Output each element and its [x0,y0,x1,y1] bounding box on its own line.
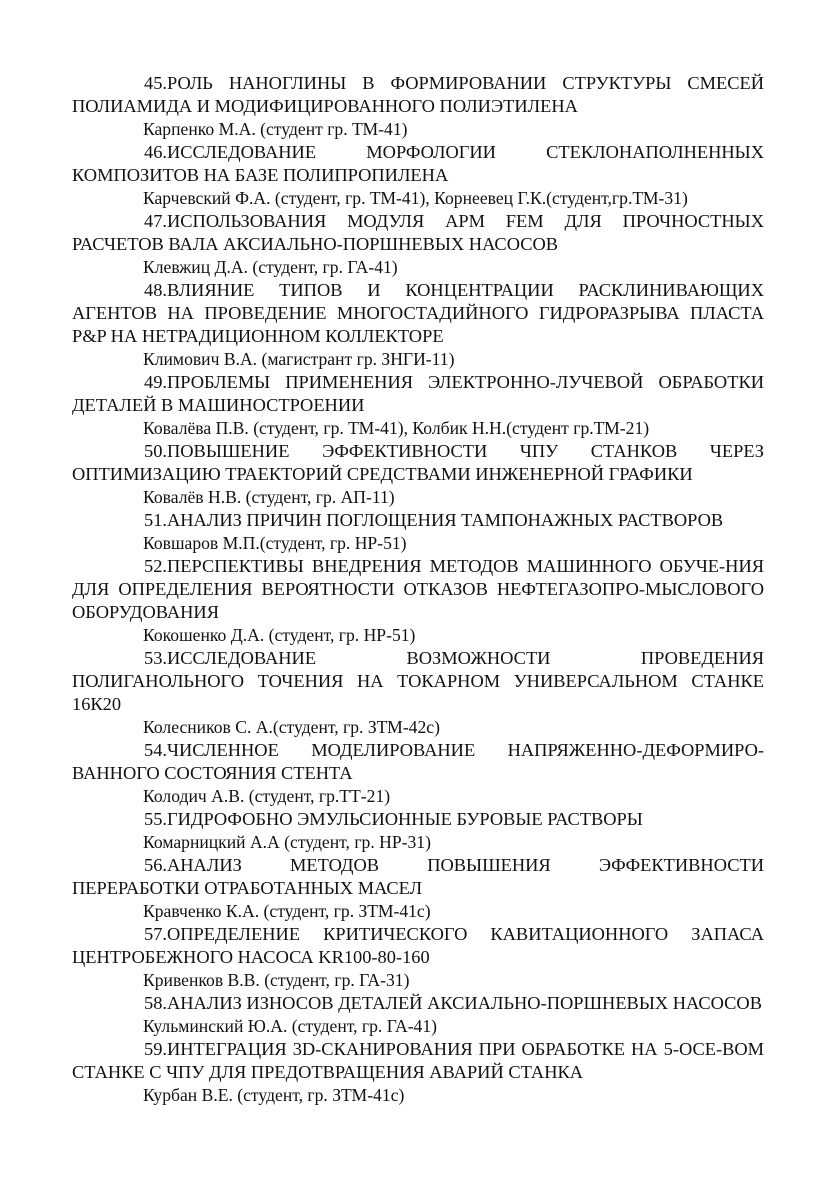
entry-authors: Кульминский Ю.А. (студент, гр. ГА-41) [143,1016,438,1036]
entry-authors: Колодич А.В. (студент, гр.ТТ-21) [143,786,391,806]
entry-authors: Ковалёв Н.В. (студент, гр. АП-11) [143,487,395,507]
entry-number: 50. [144,441,167,461]
entry-authors: Клевжиц Д.А. (студент, гр. ГА-41) [143,257,398,277]
entry-title [72,854,764,900]
entry-authors: Карпенко М.А. (студент гр. ТМ-41) [143,119,408,139]
entry-authors: Кравченко К.А. (студент, гр. ЗТМ-41с) [143,901,431,921]
entry-title-text: ГИДРОФОБНО ЭМУЛЬСИОННЫЕ БУРОВЫЕ РАСТВОРЫ [167,809,643,829]
entry-number: 54. [144,740,167,760]
list-item [72,72,764,141]
document-page [72,72,764,1107]
entry-title-text: ПОВЫШЕНИЕ ЭФФЕКТИВНОСТИ ЧПУ СТАНКОВ ЧЕРЕЗ ОПТИМИЗАЦИЮ ТРАЕКТОРИЙ СРЕДСТВАМИ ИНЖЕНЕРНОЙ ГРАФИКИ [72,441,764,484]
entry-authors: Кривенков В.В. (студент, гр. ГА-31) [143,970,410,990]
entry-authors: Ковалёва П.В. (студент, гр. ТМ-41), Колбик Н.Н.(студент гр.ТМ-21) [143,418,650,438]
entry-number: 47. [144,211,167,231]
entry-number: 53. [144,648,167,668]
list-item [72,509,764,555]
entry-authors: Ковшаров М.П.(студент, гр. НР-51) [143,533,407,553]
entry-title-text: РОЛЬ НАНОГЛИНЫ В ФОРМИРОВАНИИ СТРУКТУРЫ СМЕСЕЙ ПОЛИАМИДА И МОДИФИЦИРОВАННОГО ПОЛИЭТИЛЕНА [72,73,764,116]
entry-number: 45. [144,73,167,93]
entry-number: 49. [144,372,167,392]
entry-title [72,141,764,187]
list-item [72,739,764,808]
entry-title [72,371,764,417]
entry-title [72,739,764,785]
entry-title-text: ИССЛЕДОВАНИЕ МОРФОЛОГИИ СТЕКЛОНАПОЛНЕННЫХ КОМПОЗИТОВ НА БАЗЕ ПОЛИПРОПИЛЕНА [72,142,764,185]
entry-title [72,1038,764,1084]
entry-authors: Карчевский Ф.А. (студент, гр. ТМ-41), Корнеевец Г.К.(студент,гр.ТМ-31) [143,188,688,208]
entry-title-text: ЧИСЛЕННОЕ МОДЕЛИРОВАНИЕ НАПРЯЖЕННО-ДЕФОРМИРО-ВАННОГО СОСТОЯНИЯ СТЕНТА [72,740,764,783]
entry-authors: Комарницкий А.А (студент, гр. НР-31) [143,832,431,852]
list-item [72,440,764,509]
entry-title-text: ПЕРСПЕКТИВЫ ВНЕДРЕНИЯ МЕТОДОВ МАШИННОГО ОБУЧЕ-НИЯ ДЛЯ ОПРЕДЕЛЕНИЯ ВЕРОЯТНОСТИ ОТКАЗОВ НЕФТЕГАЗОПРО-МЫСЛОВОГО ОБОРУДОВАНИЯ [72,556,764,622]
list-item [72,1038,764,1107]
list-item [72,992,764,1038]
entry-number: 51. [144,510,167,530]
entry-title [72,279,764,348]
entry-authors: Кокошенко Д.А. (студент, гр. НР-51) [143,625,416,645]
entry-title-text: АНАЛИЗ МЕТОДОВ ПОВЫШЕНИЯ ЭФФЕКТИВНОСТИ ПЕРЕРАБОТКИ ОТРАБОТАННЫХ МАСЕЛ [72,855,764,898]
list-item [72,141,764,210]
entry-title [72,808,764,831]
entry-title-text: ВЛИЯНИЕ ТИПОВ И КОНЦЕНТРАЦИИ РАСКЛИНИВАЮЩИХ АГЕНТОВ НА ПРОВЕДЕНИЕ МНОГОСТАДИЙНОГО ГИДРОРАЗРЫВА ПЛАСТА P&P НА НЕТРАДИЦИОННОМ КОЛЛЕКТОРЕ [72,280,764,346]
entry-number: 59. [144,1039,167,1059]
entry-title [72,923,764,969]
entry-number: 52. [144,556,167,576]
entry-title-text: АНАЛИЗ ПРИЧИН ПОГЛОЩЕНИЯ ТАМПОНАЖНЫХ РАСТВОРОВ [167,510,724,530]
entry-title [72,647,764,716]
list-item [72,555,764,647]
list-item [72,210,764,279]
entry-number: 56. [144,855,167,875]
entry-authors: Курбан В.Е. (студент, гр. ЗТМ-41с) [143,1085,405,1105]
list-item [72,371,764,440]
entry-title-text: ОПРЕДЕЛЕНИЕ КРИТИЧЕСКОГО КАВИТАЦИОННОГО ЗАПАСА ЦЕНТРОБЕЖНОГО НАСОСА KR100-80-160 [72,924,764,967]
entry-title-text: ИСПОЛЬЗОВАНИЯ МОДУЛЯ APM FEM ДЛЯ ПРОЧНОСТНЫХ РАСЧЕТОВ ВАЛА АКСИАЛЬНО-ПОРШНЕВЫХ НАСОСОВ [72,211,764,254]
list-item [72,647,764,739]
entry-title [72,210,764,256]
entry-number: 48. [144,280,167,300]
entry-authors: Климович В.А. (магистрант гр. ЗНГИ-11) [143,349,455,369]
entry-title [72,992,764,1015]
entry-authors: Колесников С. А.(студент, гр. ЗТМ-42с) [143,717,440,737]
entry-number: 58. [144,993,167,1013]
entry-number: 55. [144,809,167,829]
entry-title-text: ИССЛЕДОВАНИЕ ВОЗМОЖНОСТИ ПРОВЕДЕНИЯ ПОЛИГАНОЛЬНОГО ТОЧЕНИЯ НА ТОКАРНОМ УНИВЕРСАЛЬНОМ СТАНКЕ 16К20 [72,648,764,714]
entry-number: 46. [144,142,167,162]
entry-number: 57. [144,924,167,944]
entry-title [72,509,764,532]
list-item [72,854,764,923]
entry-title [72,440,764,486]
entry-title-text: ПРОБЛЕМЫ ПРИМЕНЕНИЯ ЭЛЕКТРОННО-ЛУЧЕВОЙ ОБРАБОТКИ ДЕТАЛЕЙ В МАШИНОСТРОЕНИИ [72,372,764,415]
entry-title-text: АНАЛИЗ ИЗНОСОВ ДЕТАЛЕЙ АКСИАЛЬНО-ПОРШНЕВЫХ НАСОСОВ [167,993,762,1013]
entry-title-text: ИНТЕГРАЦИЯ 3D-СКАНИРОВАНИЯ ПРИ ОБРАБОТКЕ НА 5-ОСЕ-ВОМ СТАНКЕ С ЧПУ ДЛЯ ПРЕДОТВРАЩЕНИЯ АВАРИЙ СТАНКА [72,1039,764,1082]
list-item [72,923,764,992]
list-item [72,279,764,371]
entry-title [72,555,764,624]
list-item [72,808,764,854]
entry-title [72,72,764,118]
